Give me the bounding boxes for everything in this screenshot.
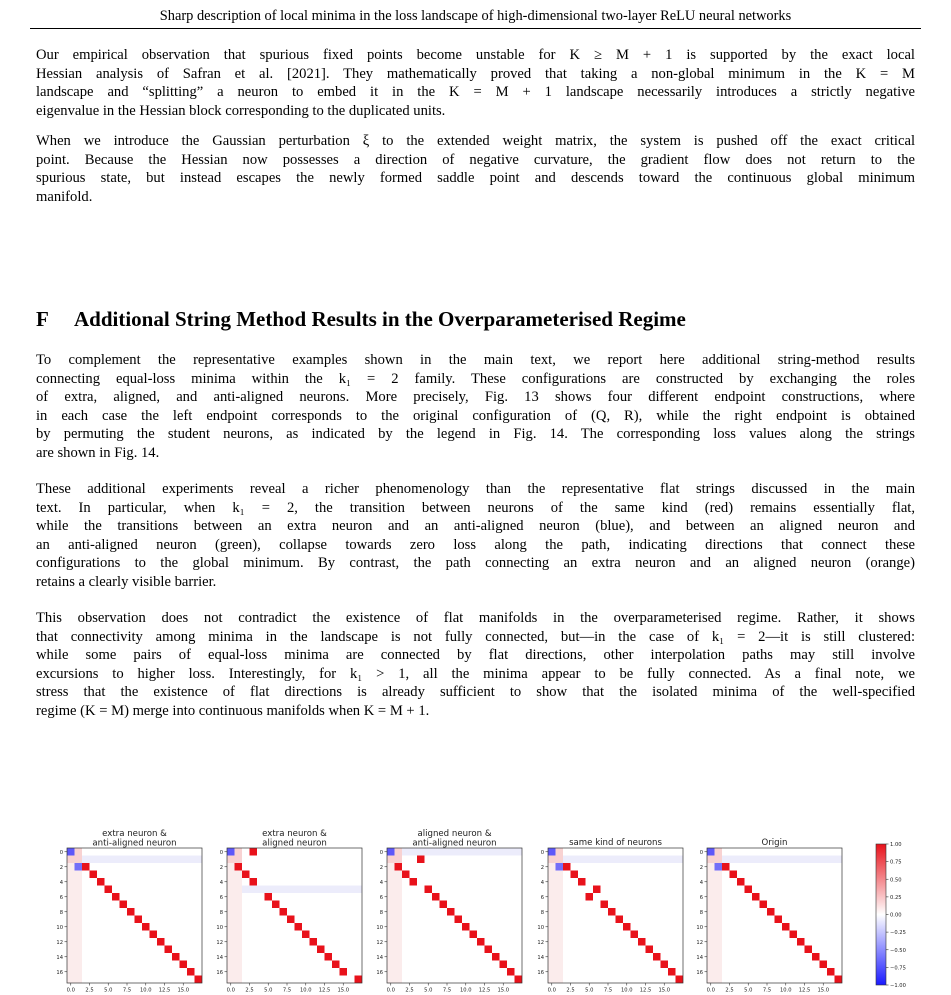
heatmap-cell xyxy=(82,863,90,871)
x-tick-label: 7.5 xyxy=(122,987,132,994)
running-header: Sharp description of local minima in the loss landscape of high-dimensional two-layer ReLU neural networks xyxy=(159,8,792,24)
y-tick-label: 0 xyxy=(219,849,223,856)
heatmap-cell xyxy=(235,848,243,856)
y-tick-label: 14 xyxy=(696,954,703,961)
heatmap-cell xyxy=(556,848,564,856)
text-line: in each case the left endpoint corresponds to the original configuration of (Q, R), while the right endpoint is obtained xyxy=(36,407,915,424)
heatmap-cell xyxy=(676,976,684,984)
heatmap-cell xyxy=(340,968,348,976)
heatmap-band xyxy=(82,856,202,864)
heatmap-cell xyxy=(157,938,165,946)
heatmap-cell xyxy=(142,923,150,931)
heatmap-cell xyxy=(325,953,333,961)
x-tick-label: 2.5 xyxy=(85,987,94,994)
y-tick-label: 10 xyxy=(56,924,63,931)
text-line: These additional experiments reveal a richer phenomenology than the representative flat strings discussed in the main xyxy=(36,481,915,497)
heatmap-cell xyxy=(812,953,820,961)
heatmap-cell xyxy=(601,901,609,909)
x-tick-label: 15.0 xyxy=(177,987,190,994)
y-tick-label: 0 xyxy=(59,849,63,856)
heatmap-cell xyxy=(447,908,455,916)
heatmap-cell xyxy=(67,856,82,864)
heatmap-cell xyxy=(500,961,508,969)
heatmap-cell xyxy=(730,871,738,879)
x-tick-label: 7.5 xyxy=(603,987,613,994)
x-tick-label: 15.0 xyxy=(497,987,510,994)
heatmap-cell xyxy=(235,863,243,871)
text-line: excursions to higher loss. Interestingly, for k₁ > 1, all the minima appear to be fully connected. As a final note, we xyxy=(36,665,915,682)
x-tick-label: 12.5 xyxy=(798,987,811,994)
y-tick-label: 4 xyxy=(59,879,63,886)
heatmap-cell xyxy=(227,848,235,856)
y-tick-label: 14 xyxy=(216,954,223,961)
heatmap-frame xyxy=(548,848,683,983)
y-tick-label: 4 xyxy=(379,879,383,886)
heatmap-cell xyxy=(302,931,310,939)
text-line: connecting equal-loss minima within the k₁ = 2 family. These configurations are constructed by exchanging the roles xyxy=(36,370,915,387)
heatmap-cell xyxy=(586,893,594,901)
x-tick-label: 2.5 xyxy=(725,987,734,994)
heatmap-cell xyxy=(752,893,760,901)
heatmap-background xyxy=(387,848,522,983)
x-tick-label: 5.0 xyxy=(104,987,113,994)
paragraph-phenomenology xyxy=(36,480,915,592)
y-tick-label: 6 xyxy=(59,894,63,901)
x-tick-label: 0.0 xyxy=(226,987,235,994)
paragraph-perturbation xyxy=(36,132,915,206)
heatmap-cell xyxy=(180,961,188,969)
y-tick-label: 16 xyxy=(696,969,703,976)
x-tick-label: 12.5 xyxy=(639,987,652,994)
heatmap-cell xyxy=(782,923,790,931)
y-tick-label: 16 xyxy=(376,969,383,976)
x-tick-label: 10.0 xyxy=(620,987,633,994)
heatmap-cell xyxy=(571,871,579,879)
heatmap-cell xyxy=(97,878,105,886)
heatmap-cell xyxy=(715,848,723,856)
heatmap-cell xyxy=(310,938,318,946)
x-tick-label: 7.5 xyxy=(282,987,292,994)
y-tick-label: 4 xyxy=(540,879,544,886)
heatmap-background xyxy=(548,848,683,983)
y-tick-label: 2 xyxy=(59,864,63,871)
heatmap-cell xyxy=(250,878,258,886)
x-tick-label: 0.0 xyxy=(66,987,75,994)
heatmap-cell xyxy=(707,856,722,864)
colorbar-tick-label: −1.00 xyxy=(890,983,906,989)
x-tick-label: 7.5 xyxy=(442,987,452,994)
heatmap-cell xyxy=(187,968,195,976)
text-line: that connectivity among minima in the landscape is not fully connected, but—in the case of k₁ = 2—it is still clustered: xyxy=(36,628,915,645)
text-line: of extra, aligned, and anti-aligned neurons. More precisely, Fig. 13 shows four different endpoint constructions, where xyxy=(36,389,915,406)
x-tick-label: 12.5 xyxy=(318,987,331,994)
colorbar-tick-label: 0.25 xyxy=(890,894,902,901)
heatmap-cell xyxy=(387,848,395,856)
heatmap-cell xyxy=(172,953,180,961)
x-tick-label: 10.0 xyxy=(299,987,312,994)
heatmap-cell xyxy=(707,848,715,856)
heatmap-background xyxy=(707,848,842,983)
text-line: point. Because the Hessian now possesses a direction of negative curvature, the gradient flow does not return to the xyxy=(36,151,915,168)
x-tick-label: 7.5 xyxy=(762,987,772,994)
heatmap-cell xyxy=(462,923,470,931)
heatmap-cell xyxy=(548,848,556,856)
heatmap-cell xyxy=(715,863,723,871)
heatmap-cell xyxy=(250,848,258,856)
x-tick-label: 10.0 xyxy=(779,987,792,994)
y-tick-label: 0 xyxy=(699,849,703,856)
heatmap-cell xyxy=(790,931,798,939)
heatmap-frame xyxy=(707,848,842,983)
y-tick-label: 2 xyxy=(379,864,383,871)
heatmap-cell xyxy=(105,886,113,894)
heatmap-cell xyxy=(835,976,843,984)
y-tick-label: 12 xyxy=(56,939,63,946)
heatmap-cell xyxy=(135,916,143,924)
colorbar-tick-label: 0.75 xyxy=(890,859,902,866)
y-tick-label: 2 xyxy=(699,864,703,871)
colorbar-tick-label: 0.00 xyxy=(890,912,902,919)
text-line: configurations to the global minimum. By contrast, the path connecting an extra neuron and an aligned neuron (orange) xyxy=(36,555,915,572)
heatmap-cell xyxy=(507,968,515,976)
heatmap-cell xyxy=(280,908,288,916)
y-tick-label: 4 xyxy=(219,879,223,886)
y-tick-label: 2 xyxy=(540,864,544,871)
heatmap-cell xyxy=(90,871,98,879)
heatmap-cell xyxy=(127,908,135,916)
y-tick-label: 6 xyxy=(379,894,383,901)
heatmap-cell xyxy=(623,923,631,931)
heatmap-frame xyxy=(387,848,522,983)
panel-title: extra neuron & xyxy=(102,829,167,839)
heatmap-cell xyxy=(112,893,120,901)
heatmap-cell xyxy=(317,946,325,954)
heatmap-faint-column xyxy=(387,848,402,983)
y-tick-label: 12 xyxy=(537,939,544,946)
text-line: eigenvalue in the Hessian block corresponding to the duplicated units. xyxy=(36,102,446,119)
heatmap-cell xyxy=(432,893,440,901)
heatmap-cell xyxy=(661,961,669,969)
heatmap-cell xyxy=(477,938,485,946)
heatmap-cell xyxy=(563,863,571,871)
heatmap-cell xyxy=(775,916,783,924)
x-tick-label: 0.0 xyxy=(386,987,395,994)
colorbar-tick-label: −0.75 xyxy=(890,965,906,972)
text-line: are shown in Fig. 14. xyxy=(36,444,160,461)
heatmap-cell xyxy=(653,953,661,961)
heatmap-cell xyxy=(227,856,242,864)
heatmap-background xyxy=(67,848,202,983)
y-tick-label: 8 xyxy=(379,909,383,916)
heatmap-cell xyxy=(578,878,586,886)
section-heading xyxy=(36,306,915,332)
heatmap-cell xyxy=(827,968,835,976)
heatmap-cell xyxy=(745,886,753,894)
text-line: text. In particular, when k₁ = 2, the transition between neurons of the same kind (red) remains essentially flat, xyxy=(36,499,915,516)
heatmap-cell xyxy=(387,856,402,864)
x-tick-label: 10.0 xyxy=(459,987,472,994)
colorbar-tick-label: −0.50 xyxy=(890,947,906,954)
panel-title: extra neuron & xyxy=(262,829,327,839)
paragraph-hessian xyxy=(36,46,915,120)
heatmap-band xyxy=(242,886,362,894)
heatmap-cell xyxy=(737,878,745,886)
heatmap-cell xyxy=(646,946,654,954)
heatmap-cell xyxy=(195,976,203,984)
text-line: landscape and “splitting” a neuron to embed it in the K = M + 1 landscape necessarily introduces a strictly negative xyxy=(36,84,915,101)
text-line: while some pairs of equal-loss minima are connected by flat directions, other interpolation paths may still involve xyxy=(36,647,915,664)
x-tick-label: 2.5 xyxy=(405,987,414,994)
panel-title: Origin xyxy=(761,838,788,848)
heatmap-cell xyxy=(440,901,448,909)
y-tick-label: 10 xyxy=(216,924,223,931)
x-tick-label: 15.0 xyxy=(337,987,350,994)
text-line: an anti-aligned neuron (green), collapse towards zero loss along the path, indicating directions that connect these xyxy=(36,536,915,553)
heatmap-band xyxy=(722,856,842,864)
y-tick-label: 12 xyxy=(376,939,383,946)
y-tick-label: 12 xyxy=(696,939,703,946)
y-tick-label: 6 xyxy=(219,894,223,901)
text-line: To complement the representative examples shown in the main text, we report here additional string-method results xyxy=(36,352,915,368)
heatmap-cell xyxy=(75,863,83,871)
x-tick-label: 5.0 xyxy=(585,987,594,994)
heatmap-cell xyxy=(425,886,433,894)
y-tick-label: 10 xyxy=(376,924,383,931)
x-tick-label: 12.5 xyxy=(478,987,491,994)
heatmap-cell xyxy=(820,961,828,969)
heatmap-cell xyxy=(67,848,75,856)
heatmap-cell xyxy=(242,871,250,879)
y-tick-label: 0 xyxy=(379,849,383,856)
heatmap-cell xyxy=(417,856,425,864)
y-tick-label: 12 xyxy=(216,939,223,946)
text-line: This observation does not contradict the existence of flat manifolds in the overparameterised regime. Rather, it shows xyxy=(36,610,915,626)
x-tick-label: 5.0 xyxy=(424,987,433,994)
text-line: manifold. xyxy=(36,188,93,205)
heatmap-cell xyxy=(410,878,418,886)
heatmap-band xyxy=(563,856,683,864)
heatmap-cell xyxy=(75,848,83,856)
x-tick-label: 15.0 xyxy=(817,987,830,994)
y-tick-label: 6 xyxy=(699,894,703,901)
heatmap-cell xyxy=(235,863,243,871)
heatmap-cell xyxy=(165,946,173,954)
heatmap-cell xyxy=(593,886,601,894)
heatmap-cell xyxy=(332,961,340,969)
y-tick-label: 14 xyxy=(537,954,544,961)
y-tick-label: 16 xyxy=(216,969,223,976)
heatmap-cell xyxy=(120,901,128,909)
x-tick-label: 10.0 xyxy=(139,987,152,994)
heatmap-cell xyxy=(797,938,805,946)
panel-title: same kind of neurons xyxy=(569,838,662,848)
heatmap-cell xyxy=(722,863,730,871)
y-tick-label: 14 xyxy=(376,954,383,961)
heatmap-cell xyxy=(395,863,403,871)
y-tick-label: 10 xyxy=(696,924,703,931)
x-tick-label: 2.5 xyxy=(245,987,254,994)
panel-title: aligned neuron xyxy=(262,838,327,849)
panel-title: anti-aligned neuron xyxy=(412,838,497,849)
heatmap-cell xyxy=(455,916,463,924)
paragraph-complement xyxy=(36,351,915,463)
heatmap-cell xyxy=(616,916,624,924)
colorbar-tick-label: −0.25 xyxy=(890,930,906,937)
x-tick-label: 12.5 xyxy=(158,987,171,994)
x-tick-label: 5.0 xyxy=(264,987,273,994)
heatmap-cell xyxy=(287,916,295,924)
y-tick-label: 4 xyxy=(699,879,703,886)
heatmap-frame xyxy=(67,848,202,983)
heatmap-cell xyxy=(608,908,616,916)
x-tick-label: 15.0 xyxy=(658,987,671,994)
text-line: while the transitions between an extra neuron and an anti-aligned neuron (blue), and between an aligned neuron and xyxy=(36,518,915,535)
text-line: by permuting the student neurons, as indicated by the legend in Fig. 14. The corresponding loss values along the strings xyxy=(36,426,915,443)
y-tick-label: 16 xyxy=(537,969,544,976)
text-line: regime (K = M) merge into continuous manifolds when K = M + 1. xyxy=(36,702,430,719)
y-tick-label: 10 xyxy=(537,924,544,931)
heatmap-cell xyxy=(402,871,410,879)
heatmap-cell xyxy=(805,946,813,954)
colorbar-tick-label: 0.50 xyxy=(890,877,902,884)
text-line: When we introduce the Gaussian perturbation ξ to the extended weight matrix, the system is pushed off the exact critical xyxy=(36,133,915,149)
y-tick-label: 0 xyxy=(540,849,544,856)
text-line: spurious state, but instead escapes the newly formed saddle point and descends toward the continuous global minimum xyxy=(36,170,915,187)
heatmap-cell xyxy=(548,856,563,864)
y-tick-label: 8 xyxy=(59,909,63,916)
y-tick-label: 8 xyxy=(219,909,223,916)
heatmap-frame xyxy=(227,848,362,983)
x-tick-label: 0.0 xyxy=(706,987,715,994)
heatmap-cell xyxy=(265,893,273,901)
heatmap-cell xyxy=(631,931,639,939)
heatmap-cell xyxy=(638,938,646,946)
colorbar xyxy=(876,844,886,985)
paragraph-manifolds xyxy=(36,609,915,721)
x-tick-label: 2.5 xyxy=(566,987,575,994)
x-tick-label: 5.0 xyxy=(744,987,753,994)
y-tick-label: 6 xyxy=(540,894,544,901)
heatmap-cell xyxy=(485,946,493,954)
y-tick-label: 14 xyxy=(56,954,63,961)
heatmap-cell xyxy=(395,863,403,871)
heatmap-cell xyxy=(470,931,478,939)
heatmap-cell xyxy=(668,968,676,976)
heatmap-cell xyxy=(492,953,500,961)
heatmap-background xyxy=(227,848,362,983)
text-line: Hessian analysis of Safran et al. [2021]. They mathematically proved that taking a non-global minimum in the K = M xyxy=(36,65,915,82)
y-tick-label: 2 xyxy=(219,864,223,871)
heatmap-cell xyxy=(272,901,280,909)
heatmap-cell xyxy=(355,976,363,984)
colorbar-tick-label: 1.00 xyxy=(890,842,902,848)
heatmap-cell xyxy=(395,848,403,856)
panel-title: anti-aligned neuron xyxy=(92,838,177,849)
heatmap-cell xyxy=(150,931,158,939)
heatmap-faint-column xyxy=(707,848,722,983)
heatmap-faint-column xyxy=(227,848,242,983)
heatmap-cell xyxy=(515,976,523,984)
y-tick-label: 8 xyxy=(699,909,703,916)
x-tick-label: 0.0 xyxy=(547,987,556,994)
panel-title: aligned neuron & xyxy=(417,829,492,839)
section-title: Additional String Method Results in the Overparameterised Regime xyxy=(74,307,686,331)
heatmap-faint-column xyxy=(67,848,82,983)
text-line: Our empirical observation that spurious fixed points become unstable for K ≥ M + 1 is supported by the exact local xyxy=(36,47,915,63)
y-tick-label: 8 xyxy=(540,909,544,916)
heatmap-cell xyxy=(556,863,564,871)
section-number: F xyxy=(36,307,49,331)
y-tick-label: 16 xyxy=(56,969,63,976)
heatmap-band xyxy=(402,848,522,856)
heatmap-faint-column xyxy=(548,848,563,983)
header-rule xyxy=(30,28,921,29)
heatmap-cell xyxy=(295,923,303,931)
text-line: stress that the existence of flat directions is already sufficient to show that the isolated minima of the well-specified xyxy=(36,684,915,701)
text-line: retains a clearly visible barrier. xyxy=(36,573,217,590)
heatmap-cell xyxy=(767,908,775,916)
heatmap-cell xyxy=(760,901,768,909)
